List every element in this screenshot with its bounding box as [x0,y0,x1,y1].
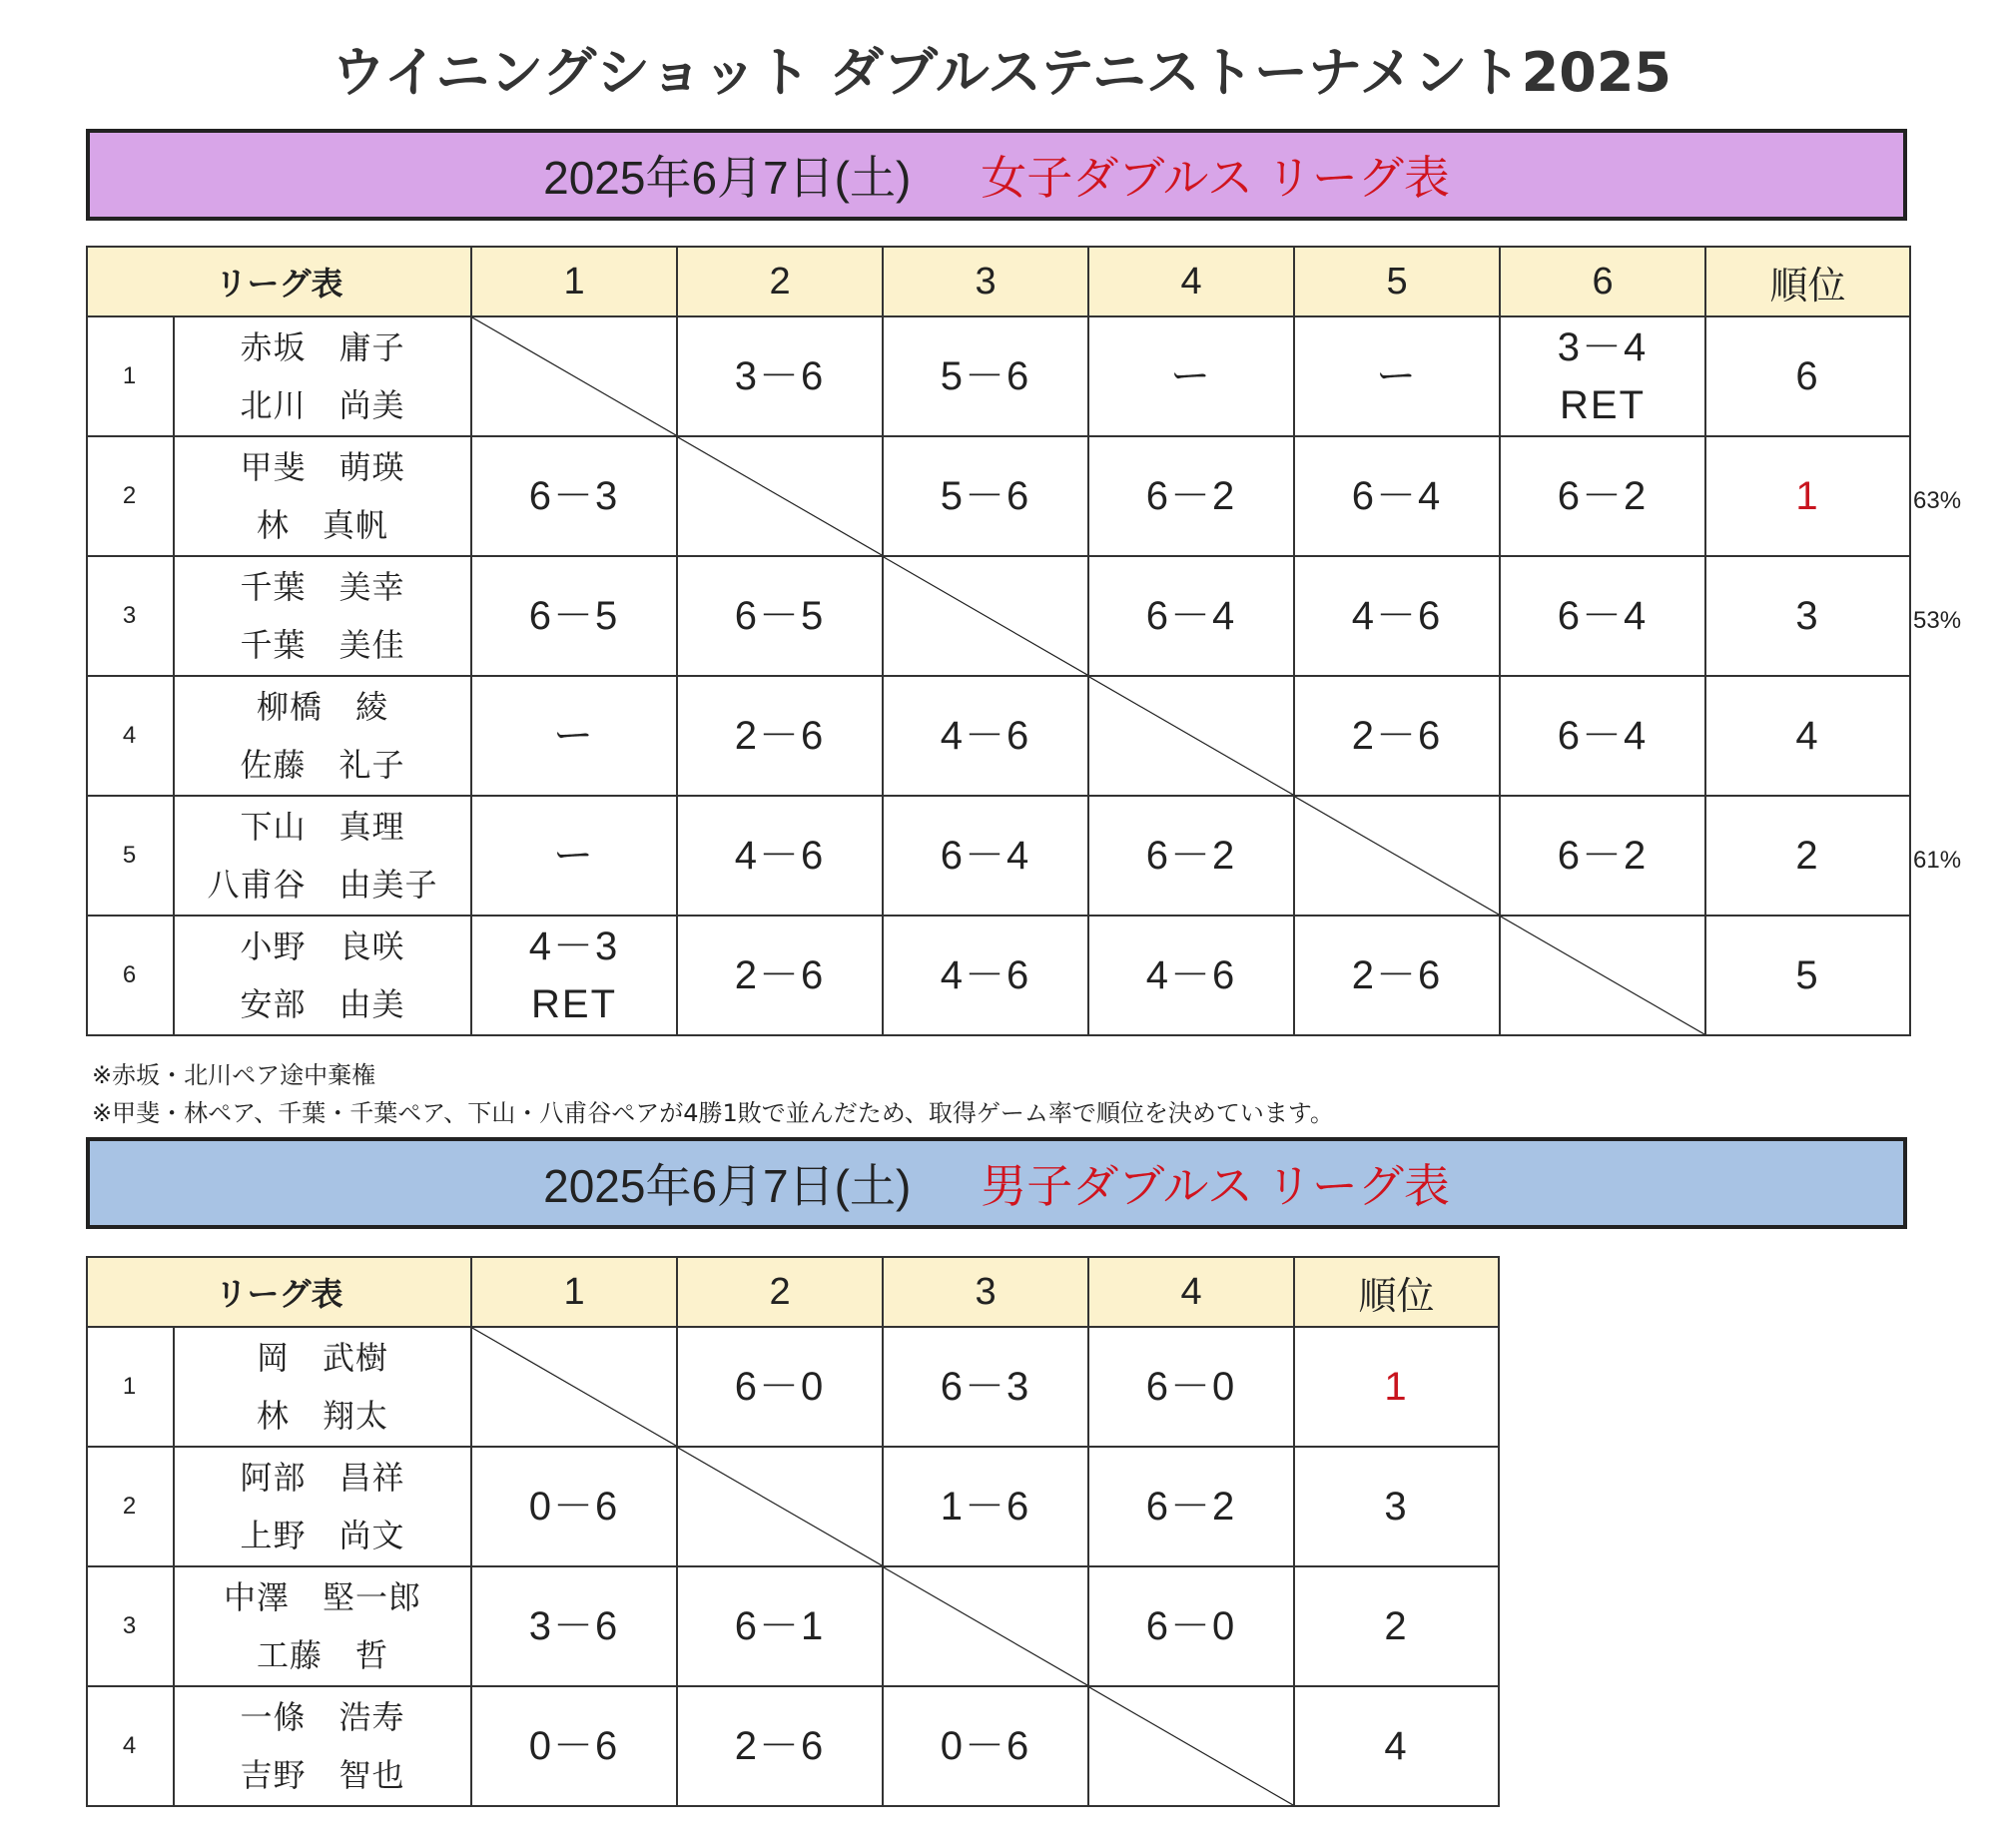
score-text: 6－3 [528,474,620,518]
score-text: 2－6 [734,714,826,758]
win-percentage: 53% [1913,607,1962,634]
score-cell [883,1686,1088,1806]
women-banner [86,129,1907,221]
row-number: 3 [87,556,174,676]
men-league-table [86,1256,1500,1807]
player-name: 吉野 智也 [240,1756,405,1794]
score-cell [1088,796,1294,916]
women-col-header-5: 5 [1294,247,1500,316]
score-cell [677,556,883,676]
score-cell [1088,1327,1294,1447]
score-text: 6－2 [1557,834,1649,878]
score-cell [471,916,677,1035]
men-heading: 男子ダブルス リーグ表 [981,1160,1450,1212]
score-text: 2－6 [1351,714,1443,758]
score-text: 5－6 [940,474,1031,518]
women-heading: 女子ダブルス リーグ表 [981,152,1450,204]
table-row [87,796,1910,916]
score-text: 4－6 [734,834,826,878]
score-text: ー [553,714,596,758]
score-text: 6－4 [940,834,1031,878]
men-corner-header: リーグ表 [87,1257,471,1327]
score-text: 6－2 [1145,1485,1237,1529]
score-cell [1500,676,1705,796]
score-text: 4－6 [940,953,1031,997]
win-percentage: 63% [1913,487,1962,514]
pair-names [174,916,471,1035]
score-cell [883,916,1088,1035]
score-cell [1088,556,1294,676]
row-number: 1 [87,316,174,436]
score-text: 3－6 [528,1604,620,1648]
women-corner-header: リーグ表 [87,247,471,316]
player-name: 千葉 美幸 [240,568,405,606]
row-number: 2 [87,436,174,556]
score-cell [883,436,1088,556]
player-name: 安部 由美 [240,985,405,1023]
row-number: 5 [87,796,174,916]
men-date: 2025年6月7日(土) [543,1160,912,1212]
score-cell [471,436,677,556]
score-cell [883,1327,1088,1447]
score-text: 6－2 [1145,834,1237,878]
score-text: 6－4 [1557,594,1649,638]
row-number: 4 [87,1686,174,1806]
score-text: 6－5 [528,594,620,638]
diagonal-cell [883,556,1088,676]
table-row [87,916,1910,1035]
player-name: 佐藤 礼子 [240,746,405,784]
player-name: 工藤 哲 [257,1636,389,1674]
score-text: 6－4 [1557,714,1649,758]
row-number: 6 [87,916,174,1035]
men-col-header-4: 4 [1088,1257,1294,1327]
score-text: 6－0 [1145,1604,1237,1648]
score-cell [471,1447,677,1566]
score-cell [1088,1566,1294,1686]
player-name: 北川 尚美 [240,386,405,424]
player-name: 中澤 堅一郎 [224,1578,422,1616]
score-text: 0－6 [940,1724,1031,1768]
rank-cell: 2 [1705,796,1910,916]
table-row [87,1566,1499,1686]
score-text: 0－6 [528,1724,620,1768]
table-row [87,1327,1499,1447]
score-text: 2－6 [734,953,826,997]
rank-cell: 6 [1705,316,1910,436]
score-text: 1－6 [940,1485,1031,1529]
score-cell [1088,316,1294,436]
diagonal-cell [471,1327,677,1447]
diagonal-cell [1088,676,1294,796]
score-cell [677,1686,883,1806]
score-cell [1500,316,1705,436]
score-cell [471,676,677,796]
score-cell [471,556,677,676]
score-text: 3－6 [734,354,826,398]
score-cell [1088,916,1294,1035]
player-name: 下山 真理 [240,808,405,846]
score-text: 5－6 [940,354,1031,398]
player-name: 岡 武樹 [257,1339,389,1377]
score-text: ー [553,834,596,878]
score-cell [1500,796,1705,916]
score-cell [1294,916,1500,1035]
score-text: 6－4 [1145,594,1237,638]
player-name: 林 翔太 [257,1397,389,1435]
score-text: 0－6 [528,1485,620,1529]
men-rank-header: 順位 [1294,1257,1499,1327]
rank-cell: 1 [1705,436,1910,556]
rank-cell: 3 [1705,556,1910,676]
table-row [87,1686,1499,1806]
men-banner [86,1137,1907,1229]
score-cell [677,1566,883,1686]
rank-cell: 4 [1294,1686,1499,1806]
women-col-header-2: 2 [677,247,883,316]
pair-names [174,1566,471,1686]
score-text: 6－1 [734,1604,826,1648]
player-name: 阿部 昌祥 [240,1459,405,1497]
score-cell [1088,1447,1294,1566]
score-cell [883,796,1088,916]
score-cell [1500,556,1705,676]
rank-cell: 2 [1294,1566,1499,1686]
score-text: ー [1170,354,1213,398]
table-row [87,316,1910,436]
rank-cell: 3 [1294,1447,1499,1566]
pair-names [174,676,471,796]
diagonal-cell [471,316,677,436]
diagonal-cell [883,1566,1088,1686]
score-text: 4－6 [1145,953,1237,997]
score-text: 6－3 [940,1365,1031,1409]
women-col-header-6: 6 [1500,247,1705,316]
pair-names [174,1686,471,1806]
women-col-header-4: 4 [1088,247,1294,316]
men-col-header-3: 3 [883,1257,1088,1327]
score-cell [471,796,677,916]
pair-names [174,436,471,556]
row-number: 4 [87,676,174,796]
women-col-header-1: 1 [471,247,677,316]
score-text: 6－0 [734,1365,826,1409]
men-header-row [87,1257,1499,1327]
pair-names [174,796,471,916]
men-col-header-2: 2 [677,1257,883,1327]
score-text: 3－4 [1557,325,1649,369]
score-cell [471,1686,677,1806]
score-cell [883,316,1088,436]
score-cell [1500,436,1705,556]
women-league-table [86,246,1911,1036]
women-note-1: ※赤坂・北川ペア途中棄権 [92,1061,376,1089]
player-name: 一條 浩寿 [240,1698,405,1736]
score-text: 6－5 [734,594,826,638]
player-name: 八甫谷 由美子 [207,866,438,904]
score-cell [1088,436,1294,556]
page-title: ウイニングショット ダブルステニストーナメント2025 [332,41,1671,104]
women-header-row [87,247,1910,316]
women-note-2: ※甲斐・林ペア、千葉・千葉ペア、下山・八甫谷ペアが4勝1敗で並んだため、取得ゲーム率で順位を決めています。 [92,1099,1334,1127]
table-row [87,436,1910,556]
pair-names [174,556,471,676]
score-text: 6－0 [1145,1365,1237,1409]
score-cell [1294,436,1500,556]
row-number: 1 [87,1327,174,1447]
score-text: 2－6 [734,1724,826,1768]
score-text: 6－2 [1557,474,1649,518]
player-name: 小野 良咲 [240,927,405,965]
score-cell [677,1327,883,1447]
win-percentage: 61% [1913,847,1962,874]
row-number: 2 [87,1447,174,1566]
score-cell [1294,676,1500,796]
score-cell [1294,556,1500,676]
score-cell [677,916,883,1035]
score-text: 4－6 [940,714,1031,758]
score-cell [677,796,883,916]
score-text: RET [531,982,618,1026]
player-name: 千葉 美佳 [240,626,405,664]
score-cell [1294,316,1500,436]
diagonal-cell [1294,796,1500,916]
score-cell [883,1447,1088,1566]
rank-cell: 5 [1705,916,1910,1035]
player-name: 上野 尚文 [240,1517,405,1554]
score-text: 4－3 [528,924,620,968]
score-text: 4－6 [1351,594,1443,638]
player-name: 林 真帆 [257,506,389,544]
table-row [87,676,1910,796]
score-text: 6－2 [1145,474,1237,518]
score-text: ー [1376,354,1419,398]
score-cell [471,1566,677,1686]
table-row [87,556,1910,676]
diagonal-cell [1500,916,1705,1035]
women-col-header-3: 3 [883,247,1088,316]
rank-cell: 1 [1294,1327,1499,1447]
score-cell [677,316,883,436]
score-text: RET [1560,383,1647,427]
pair-names [174,1447,471,1566]
row-number: 3 [87,1566,174,1686]
pair-names [174,1327,471,1447]
diagonal-cell [1088,1686,1294,1806]
table-row [87,1447,1499,1566]
women-rank-header: 順位 [1705,247,1910,316]
rank-cell: 4 [1705,676,1910,796]
player-name: 甲斐 萌瑛 [240,448,405,486]
pair-names [174,316,471,436]
player-name: 赤坂 庸子 [240,328,405,366]
player-name: 柳橋 綾 [257,688,389,726]
women-date: 2025年6月7日(土) [543,152,912,204]
men-col-header-1: 1 [471,1257,677,1327]
score-text: 6－4 [1351,474,1443,518]
score-cell [677,676,883,796]
score-cell [883,676,1088,796]
score-text: 2－6 [1351,953,1443,997]
diagonal-cell [677,1447,883,1566]
diagonal-cell [677,436,883,556]
